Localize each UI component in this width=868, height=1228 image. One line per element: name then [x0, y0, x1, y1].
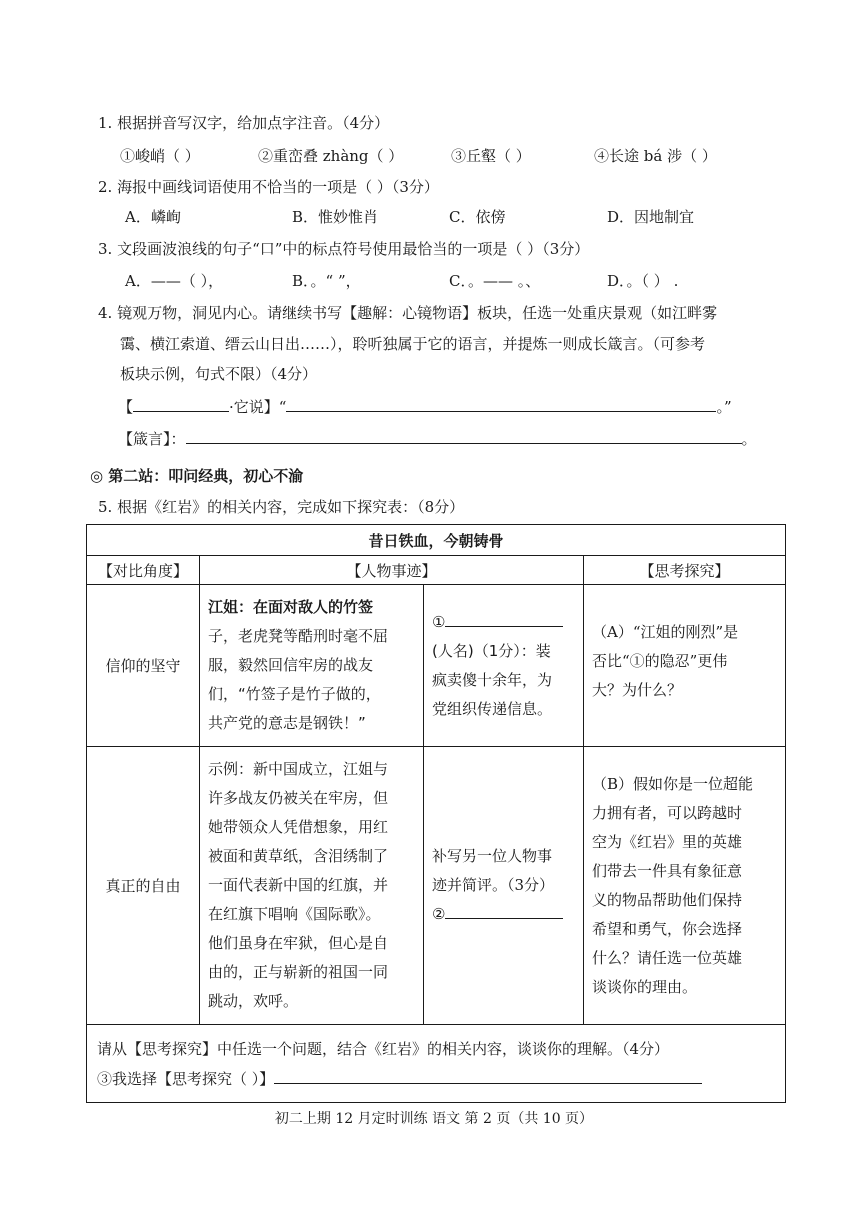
q4-line-3: 板块示例，句式不限）（4分） [120, 365, 318, 383]
row1-blank-line: (人名)（1分）：装 [432, 641, 551, 660]
row2-event-line: 他们虽身在牢狱，但心是自 [208, 934, 389, 952]
q1-stem: 1. 根据拼音写汉字，给加点字注音。（4分） [98, 114, 390, 132]
row1-blank-line: 疯卖傻十余年，为 [432, 670, 553, 689]
row1-event [200, 585, 424, 747]
q3-option-d: D．。（ ） . [607, 272, 679, 290]
q4-landmark-blank[interactable] [133, 411, 229, 412]
section-2-title: ◎ 第二站：叩问经典，初心不渝 [90, 467, 304, 485]
q4-motto-blank[interactable] [186, 443, 742, 444]
q4-bracket-open: 【 [118, 398, 134, 416]
row2-angle: 真正的自由 [87, 747, 200, 1025]
row2-thinking-line: 们带去一件具有象征意 [592, 861, 743, 880]
row2-event-line: 示例：新中国成立，江姐与 [208, 760, 389, 778]
circled-two: ② [432, 905, 446, 923]
q2-stem: 2. 海报中画线词语使用不恰当的一项是（ ）（3分） [98, 178, 439, 196]
row2-thinking-line: （B）假如你是一位超能 [592, 774, 754, 793]
q3-option-b: B．。“ ”， [292, 272, 361, 290]
row1-blank-cell [424, 585, 584, 747]
row2-answer-blank-line [432, 900, 575, 929]
page-footer: 初二上期 12 月定时训练 语文 第 2 页（共 10 页） [274, 1111, 594, 1127]
row1-thinking-line: （A）“江姐的刚烈”是 [592, 623, 739, 641]
row2-event-line: 许多战友仍被关在牢房，但 [208, 789, 389, 807]
q4-it-says-label: ·它说】“ [229, 398, 287, 416]
row1-event-line: 子，老虎凳等酷刑时毫不屈 [208, 627, 389, 645]
q5-stem: 5. 根据《红岩》的相关内容，完成如下探究表：（8分） [98, 498, 465, 516]
q4-line-2: 霭、横江索道、缙云山日出……），聆听独属于它的语言，并提炼一则成长箴言。（可参考 [120, 335, 706, 353]
row1-thinking [584, 585, 786, 747]
q1-item-3: ③丘壑（ ） [451, 147, 531, 165]
row2-event-line: 跳动，欢呼。 [208, 992, 299, 1010]
row2-thinking-line: 义的物品帮助他们保持 [592, 890, 743, 909]
q4-motto-end: 。 [741, 430, 757, 448]
row1-event-line: 江姐：在面对敌人的竹签 [208, 598, 374, 616]
header-angle: 【对比角度】 [87, 556, 200, 585]
row2-thinking-line: 谈谈你的理由。 [592, 977, 698, 996]
header-events: 【人物事迹】 [200, 556, 584, 585]
row2-thinking-line: 希望和勇气，你会选择 [592, 919, 743, 938]
row2-event-line: 在红旗下唱响《国际歌》。 [208, 905, 381, 923]
row1-name-blank-line [432, 608, 575, 637]
q1-item-4: ④长途 bá 涉（ ） [594, 147, 717, 165]
choice-label: ③我选择【思考探究（ ）】 [97, 1069, 275, 1088]
q1-item-2: ②重峦叠 zhàng（ ） [258, 147, 404, 165]
row2-blank-line: 迹并简评。（3分） [432, 876, 555, 894]
q2-option-a: A．嶙峋 [125, 208, 181, 226]
row1-angle: 信仰的坚守 [87, 585, 200, 747]
row2-thinking-line: 力拥有者，可以跨越时 [592, 803, 743, 822]
row1-event-line: 们，“竹签子是竹子做的， [208, 685, 381, 703]
row1-thinking-line: 大？为什么？ [592, 681, 683, 699]
table-footer-choice [97, 1064, 775, 1094]
row2-thinking-line: 什么？请任选一位英雄 [592, 948, 743, 967]
q4-quote-close: 。” [716, 398, 732, 416]
circled-one: ① [432, 612, 446, 631]
table-footer [87, 1025, 786, 1103]
other-hero-blank[interactable] [445, 918, 563, 919]
q1-item-1: ①峻峭（ ） [120, 147, 200, 165]
row2-event-line: 一面代表新中国的红旗，并 [208, 876, 389, 894]
person-name-blank[interactable] [445, 626, 563, 627]
row1-thinking-line: 否比“①的隐忍”更伟 [592, 652, 728, 670]
q4-motto-label: 【箴言】： [118, 430, 186, 448]
row1-blank-line: 党组织传递信息。 [432, 699, 553, 718]
row2-blank-cell [424, 747, 584, 1025]
q4-line-1: 4. 镜观万物，洞见内心。请继续书写【趣解：心镜物语】板块，任选一处重庆景观（如江畔雾 [98, 304, 718, 322]
row1-event-line: 共产党的意志是钢铁！” [208, 714, 366, 732]
row2-event [200, 747, 424, 1025]
row2-thinking-line: 空为《红岩》里的英雄 [592, 832, 743, 851]
row2-thinking [584, 747, 786, 1025]
q2-option-b: B．惟妙惟肖 [292, 208, 379, 226]
row2-event-line: 她带领众人凭借想象，用红 [208, 818, 389, 836]
q3-option-c: C．。—— 。、 [449, 272, 541, 290]
q4-it-says-blank[interactable] [286, 411, 716, 412]
row2-blank-line: 补写另一位人物事 [432, 847, 553, 865]
q3-stem: 3. 文段画波浪线的句子“口”中的标点符号使用最恰当的一项是（ ）（3分） [98, 240, 590, 258]
q4-answer-line-1 [118, 396, 732, 417]
q2-option-d: D．因地制宜 [607, 208, 695, 226]
row2-event-line: 由的，正与崭新的祖国一同 [208, 963, 389, 981]
table-footer-instruction: 请从【思考探究】中任选一个问题，结合《红岩》的相关内容，谈谈你的理解。（4分） [97, 1039, 670, 1058]
q3-option-a: A．——（ ）， [125, 272, 224, 290]
choice-answer-blank[interactable] [274, 1083, 702, 1084]
row2-event-line: 被面和黄草纸，含泪绣制了 [208, 847, 389, 865]
q2-option-c: C．依傍 [449, 208, 506, 226]
header-thinking: 【思考探究】 [584, 556, 786, 585]
table-title: 昔日铁血，今朝铸骨 [87, 525, 786, 556]
row1-event-line: 服，毅然回信牢房的战友 [208, 656, 374, 674]
q5-exploration-table [86, 524, 786, 1103]
q4-answer-line-2 [118, 428, 757, 449]
